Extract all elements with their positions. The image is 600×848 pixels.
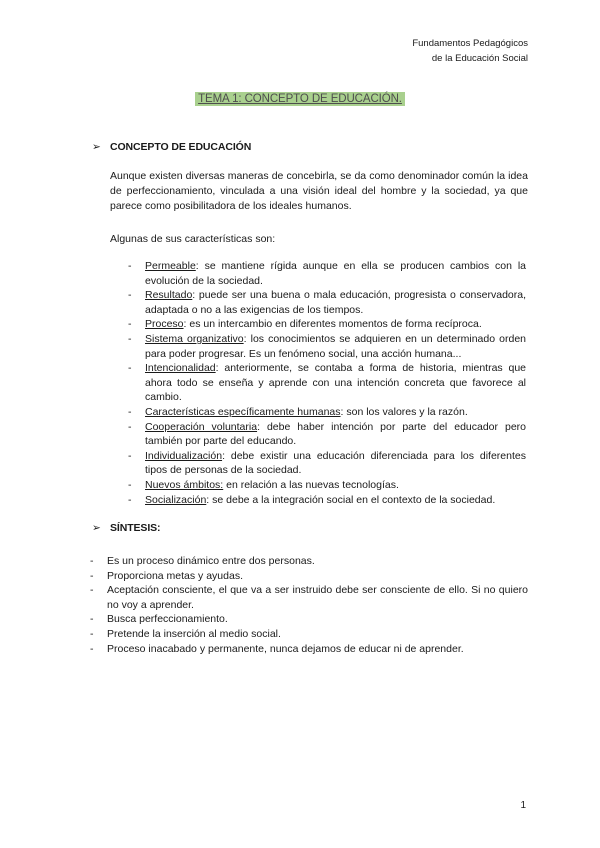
list-item [128,493,526,508]
item-term: Sistema organizativo [145,332,244,345]
section-heading-text: SÍNTESIS: [110,522,161,534]
header-line-2: de la Educación Social [431,53,528,64]
item-term: Individualización [145,449,223,462]
list-item [90,627,528,642]
arrow-bullet-icon: ➢ [92,522,101,534]
dash-bullet-icon: - [128,362,132,375]
list-item [90,554,528,569]
characteristics-lead: Algunas de sus características son: [110,233,276,245]
item-text: Busca perfeccionamiento. [107,613,228,626]
list-item [128,332,526,361]
item-term: Permeable [145,260,196,272]
list-item [90,612,528,627]
page-number: 1 [520,800,526,811]
item-term: Características específicamente humanas [145,405,341,418]
item-text: : debe haber intención por parte del educador pero también por parte del educando. [145,420,527,448]
list-item [128,361,526,405]
dash-bullet-icon: - [90,569,94,582]
characteristics-list [128,259,526,507]
dash-bullet-icon: - [128,449,132,462]
item-term: Intencionalidad [145,362,216,375]
dash-bullet-icon: - [90,555,94,567]
dash-bullet-icon: - [128,318,132,331]
section-heading-concepto [92,141,251,153]
list-item [128,420,526,449]
item-text: Aceptación consciente, el que va a ser instruido debe ser consciente de ello. Si no quiero no voy a aprender. [107,584,528,611]
item-text: : puede ser una buena o mala educación, progresista o conservadora, adaptada o no a las exigencias de los tiempos. [145,289,526,316]
synthesis-list [90,554,528,656]
arrow-bullet-icon: ➢ [92,141,101,153]
item-text: Proceso inacabado y permanente, nunca dejamos de educar ni de aprender. [107,642,464,655]
section-heading-text: CONCEPTO DE EDUCACIÓN [110,141,252,153]
item-text: en relación a las nuevas tecnologías. [223,478,399,491]
list-item [90,569,528,584]
dash-bullet-icon: - [128,332,132,345]
list-item [90,583,528,612]
dash-bullet-icon: - [90,584,94,597]
item-term: Resultado [145,289,193,302]
section-heading-sintesis [92,522,160,534]
item-term: Proceso [145,318,184,331]
dash-bullet-icon: - [128,260,132,272]
item-text: Proporciona metas y ayudas. [107,569,243,582]
item-text: : debe existir una educación diferenciada para los diferentes tipos de personas de la sociedad. [145,449,526,477]
item-text: : se debe a la integración social en el contexto de la sociedad. [206,493,496,506]
item-term: Socialización [145,493,207,506]
item-text: Pretende la inserción al medio social. [107,627,281,640]
intro-paragraph: Aunque existen diversas maneras de concebirla, se da como denominador común la idea de perfeccionamiento, vinculada a una visión ideal del hombre y la sociedad, ya que parece como posibilitadora de los ideales humanos. [110,170,528,212]
dash-bullet-icon: - [128,478,132,491]
item-text: : es un intercambio en diferentes momentos de forma recíproca. [183,318,482,331]
item-text: : los conocimientos se adquieren en un determinado orden para poder progresar. Es un fenómeno social, una acción humana... [145,332,526,360]
list-item [128,405,526,420]
item-text: : son los valores y la razón. [340,405,468,418]
item-term: Cooperación voluntaria [145,420,258,433]
item-text: : se mantiene rígida aunque en ella se producen cambios con la evolución de la sociedad. [145,260,526,287]
item-text: Es un proceso dinámico entre dos personas. [107,555,315,567]
dash-bullet-icon: - [128,289,132,302]
dash-bullet-icon: - [90,627,94,640]
dash-bullet-icon: - [128,420,132,433]
page-header [412,36,528,66]
dash-bullet-icon: - [90,642,94,655]
list-item [128,317,526,332]
list-item [128,449,526,478]
dash-bullet-icon: - [128,493,132,506]
list-item [128,259,526,288]
dash-bullet-icon: - [90,613,94,626]
document-title: TEMA 1: CONCEPTO DE EDUCACIÓN. [195,92,405,106]
header-line-1: Fundamentos Pedagógicos [412,38,528,49]
dash-bullet-icon: - [128,405,132,418]
list-item [128,288,526,317]
title-wrapper [0,89,600,107]
item-term: Nuevos ámbitos: [145,478,224,491]
list-item [128,478,526,493]
item-text: : anteriormente, se contaba a forma de historia, mientras que ahora todo se enseña y aprende con una intención concreta que favorece al cambio. [145,362,526,404]
list-item [90,642,528,657]
